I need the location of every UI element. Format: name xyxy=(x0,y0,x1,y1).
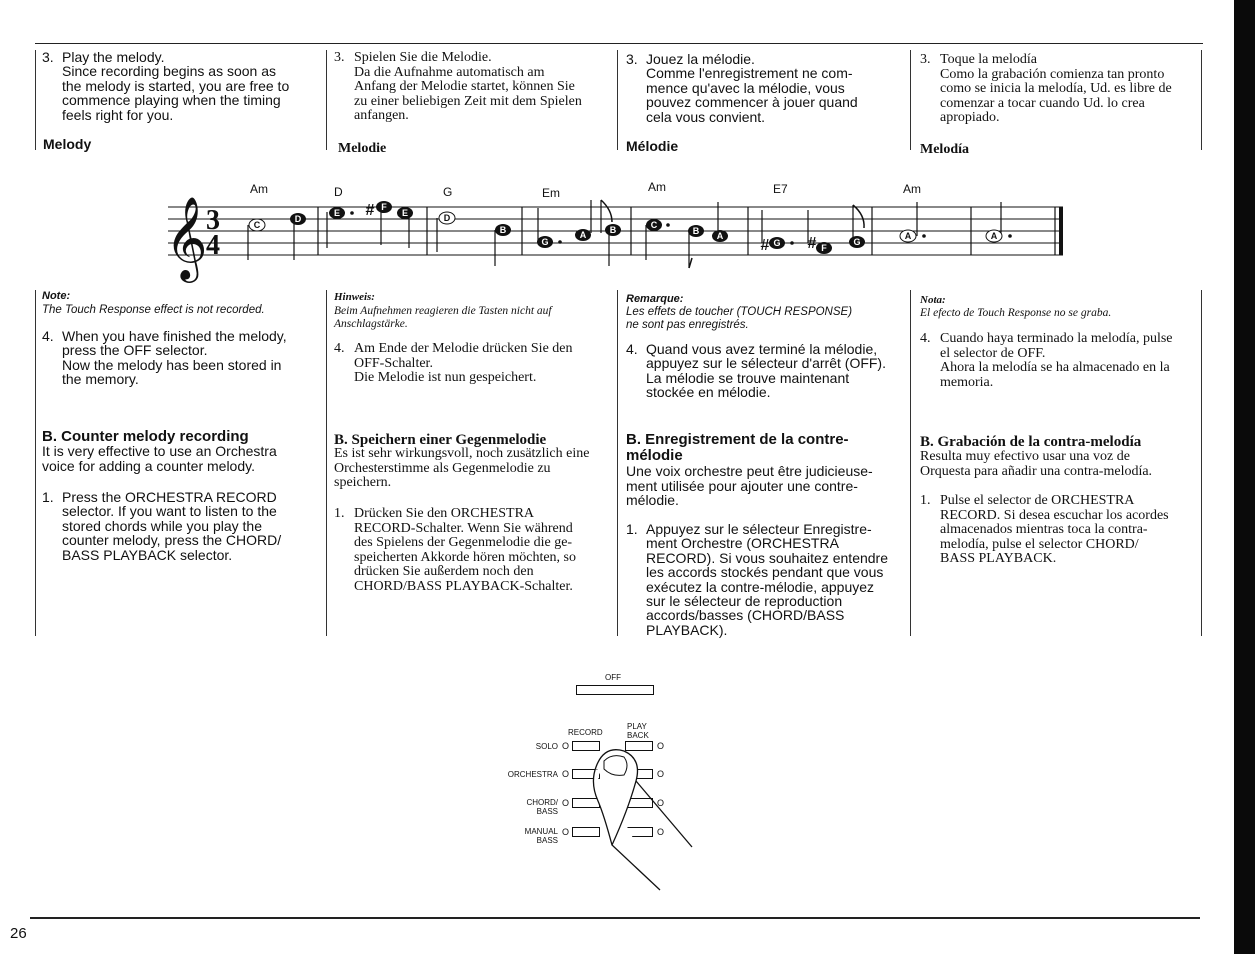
step-1-press xyxy=(626,522,908,637)
note-body: Beim Aufnehmen reagieren die Tasten nicht auf Anschlagstärke. xyxy=(334,305,552,330)
column-rule xyxy=(35,290,36,636)
panel-row-label: ORCHESTRA xyxy=(507,770,558,779)
note-letter: G xyxy=(541,237,549,247)
note-letter: F xyxy=(821,243,827,253)
note-letter: A xyxy=(579,230,587,240)
playback-label: PLAY BACK xyxy=(627,722,649,740)
led-indicator: O xyxy=(562,827,570,837)
step-text: Play the melody. Since recording begins as soon as the melody is started, you are free to commence playing when the timing feels right for you. xyxy=(62,49,290,123)
step-number: 1. xyxy=(42,489,54,505)
note-letter: E xyxy=(333,208,341,218)
note-body: Les effets de toucher (TOUCH RESPONSE) ne sont pas enregistrés. xyxy=(626,306,853,331)
step-number: 1. xyxy=(920,493,931,508)
step-text: Drücken Sie den ORCHESTRA RECORD-Schalter. Wenn Sie während des Spielens der Gegenmelodie die ge- speicherten Akkorde hören möchten, so drücken Sie außerdem noch den CHORD/BASS PLAYBACK-Schalter. xyxy=(354,506,576,594)
step-number: 3. xyxy=(626,51,638,67)
step-1-press xyxy=(920,494,1200,567)
svg-text:#: # xyxy=(807,235,817,252)
note-letter: E xyxy=(401,208,409,218)
music-score xyxy=(0,0,1255,290)
melody-heading: Melodie xyxy=(338,141,387,156)
note-body: El efecto de Touch Response no se graba. xyxy=(920,307,1112,319)
section-title: B. Counter melody recording xyxy=(42,428,249,445)
column-rule xyxy=(617,290,618,636)
control-panel-illustration xyxy=(500,665,730,895)
page-number: 26 xyxy=(10,925,27,942)
note-letter: B xyxy=(692,226,700,236)
step-text: When you have finished the melody, press the OFF selector. Now the melody has been stored in the memory. xyxy=(62,328,287,388)
record-label: RECORD xyxy=(568,728,603,737)
section-body: It is very effective to use an Orchestra voice for adding a counter melody. xyxy=(42,443,277,474)
bottom-rule xyxy=(30,917,1200,919)
step-text: Toque la melodía Como la grabación comienza tan pronto como se inicia la melodía, Ud. es libre de comenzar a tocar cuando Ud. lo crea apropiado. xyxy=(940,52,1172,126)
step-text: Appuyez sur le sélecteur Enregistre- ment Orchestre (ORCHESTRA RECORD). Si vous souhaitez entendre les accords stockés pendant que vous exécutez la contre-mélodie, appuyez sur le sélecteur de reproduction accords/basses (CHORD/BASS PLAYBACK). xyxy=(646,521,888,638)
melody-heading: Mélodie xyxy=(626,138,679,154)
step-number: 4. xyxy=(626,341,638,357)
step-number: 4. xyxy=(42,328,54,344)
step-number: 3. xyxy=(334,50,345,65)
note-letter: A xyxy=(716,231,724,241)
time-signature-top: 3 xyxy=(206,205,220,236)
note-letter: F xyxy=(381,202,387,212)
off-label: OFF xyxy=(605,673,621,682)
note-title: Hinweis: xyxy=(334,291,375,303)
step-1-press xyxy=(42,490,322,562)
column-rule xyxy=(910,290,911,636)
note-title: Note: xyxy=(42,290,71,302)
panel-row-label: CHORD/ BASS xyxy=(526,798,558,816)
chord-symbol: G xyxy=(443,185,453,199)
melody-heading: Melodía xyxy=(920,142,969,157)
step-4-finish xyxy=(920,332,1200,390)
step-text: Jouez la mélodie. Comme l'enregistrement ne com- mence qu'avec la mélodie, vous pouvez commencer à jouer quand cela vous convient. xyxy=(646,51,858,125)
section-body: Une voix orchestre peut être judicieuse- ment utilisée pour ajouter une contre- mélodie. xyxy=(626,463,873,508)
note-letter: B xyxy=(499,225,507,235)
led-indicator: O xyxy=(657,769,665,779)
melody-heading: Melody xyxy=(43,136,92,152)
note-letter: C xyxy=(650,220,658,230)
section-title: B. Speichern einer Gegenmelodie xyxy=(334,432,547,448)
note-title: Nota: xyxy=(920,294,946,306)
led-indicator: O xyxy=(562,798,570,808)
note-title: Remarque: xyxy=(626,293,684,305)
step-4-finish xyxy=(42,329,322,387)
step-number: 4. xyxy=(920,331,931,346)
note-letter: G xyxy=(853,237,861,247)
note-letter: A xyxy=(904,231,912,241)
step-text: Pulse el selector de ORCHESTRA RECORD. Si desea escuchar los acordes almacenados mientras toca la contra- melodía, pulse el selector CHORD/ BASS PLAYBACK. xyxy=(940,493,1169,567)
step-text: Press the ORCHESTRA RECORD selector. If you want to listen to the stored chords while you play the counter melody, press the CHORD/ BASS PLAYBACK selector. xyxy=(62,489,282,563)
chord-symbol: Am xyxy=(903,182,921,196)
led-indicator: O xyxy=(657,741,665,751)
note-letter: G xyxy=(773,238,781,248)
section-title: B. Enregistrement de la contre- mélodie xyxy=(626,431,849,464)
step-4-finish xyxy=(626,342,908,400)
chord-symbol: D xyxy=(334,185,343,199)
section-body: Resulta muy efectivo usar una voz de Orquesta para añadir una contra-melodía. xyxy=(920,449,1153,479)
step-text: Quand vous avez terminé la mélodie, appuyez sur le sélecteur d'arrêt (OFF). La mélodie se trouve maintenant stockée en mélodie. xyxy=(646,341,886,401)
note-letter: D xyxy=(294,214,302,224)
led-indicator: O xyxy=(562,741,570,751)
led-indicator: O xyxy=(657,798,665,808)
treble-clef-icon: 𝄞 xyxy=(165,195,208,279)
column-rule xyxy=(1201,290,1202,636)
step-4-finish xyxy=(334,342,614,386)
step-text: Am Ende der Melodie drücken Sie den OFF-Schalter. Die Melodie ist nun gespeichert. xyxy=(354,341,573,386)
time-signature-bottom: 4 xyxy=(206,230,220,261)
step-text: Cuando haya terminado la melodía, pulse el selector de OFF. Ahora la melodía se ha almacenado en la memoria. xyxy=(940,331,1173,390)
section-body: Es ist sehr wirkungsvoll, noch zusätzlich eine Orchesterstimme als Gegenmelodie zu speichern. xyxy=(334,446,590,491)
svg-text:#: # xyxy=(760,237,770,254)
note-letter: B xyxy=(609,225,617,235)
chord-symbol: E7 xyxy=(773,182,788,196)
step-number: 1. xyxy=(626,521,638,537)
column-rule xyxy=(326,290,327,636)
panel-row-label: SOLO xyxy=(535,742,558,751)
note-letter: D xyxy=(443,213,451,223)
svg-text:#: # xyxy=(365,202,375,219)
note-body: The Touch Response effect is not recorded. xyxy=(42,304,265,316)
chord-symbol: Am xyxy=(648,180,666,194)
pressing-finger-icon xyxy=(500,665,730,895)
step-number: 3. xyxy=(42,49,54,65)
step-number: 1. xyxy=(334,506,345,521)
staff xyxy=(0,0,1255,290)
section-title: B. Grabación de la contra-melodía xyxy=(920,434,1142,450)
step-text: Spielen Sie die Melodie. Da die Aufnahme automatisch am Anfang der Melodie startet, können Sie zu einer beliebigen Zeit mit dem Spielen anfangen. xyxy=(354,50,582,124)
led-indicator: O xyxy=(562,769,570,779)
chord-symbol: Am xyxy=(250,182,268,196)
step-number: 3. xyxy=(920,52,931,67)
chord-symbol: Em xyxy=(542,186,560,200)
led-indicator: O xyxy=(657,827,665,837)
step-1-press xyxy=(334,507,614,595)
note-letter: C xyxy=(253,220,261,230)
step-number: 4. xyxy=(334,341,345,356)
panel-row-label: MANUAL BASS xyxy=(524,827,558,845)
note-letter: A xyxy=(990,231,998,241)
